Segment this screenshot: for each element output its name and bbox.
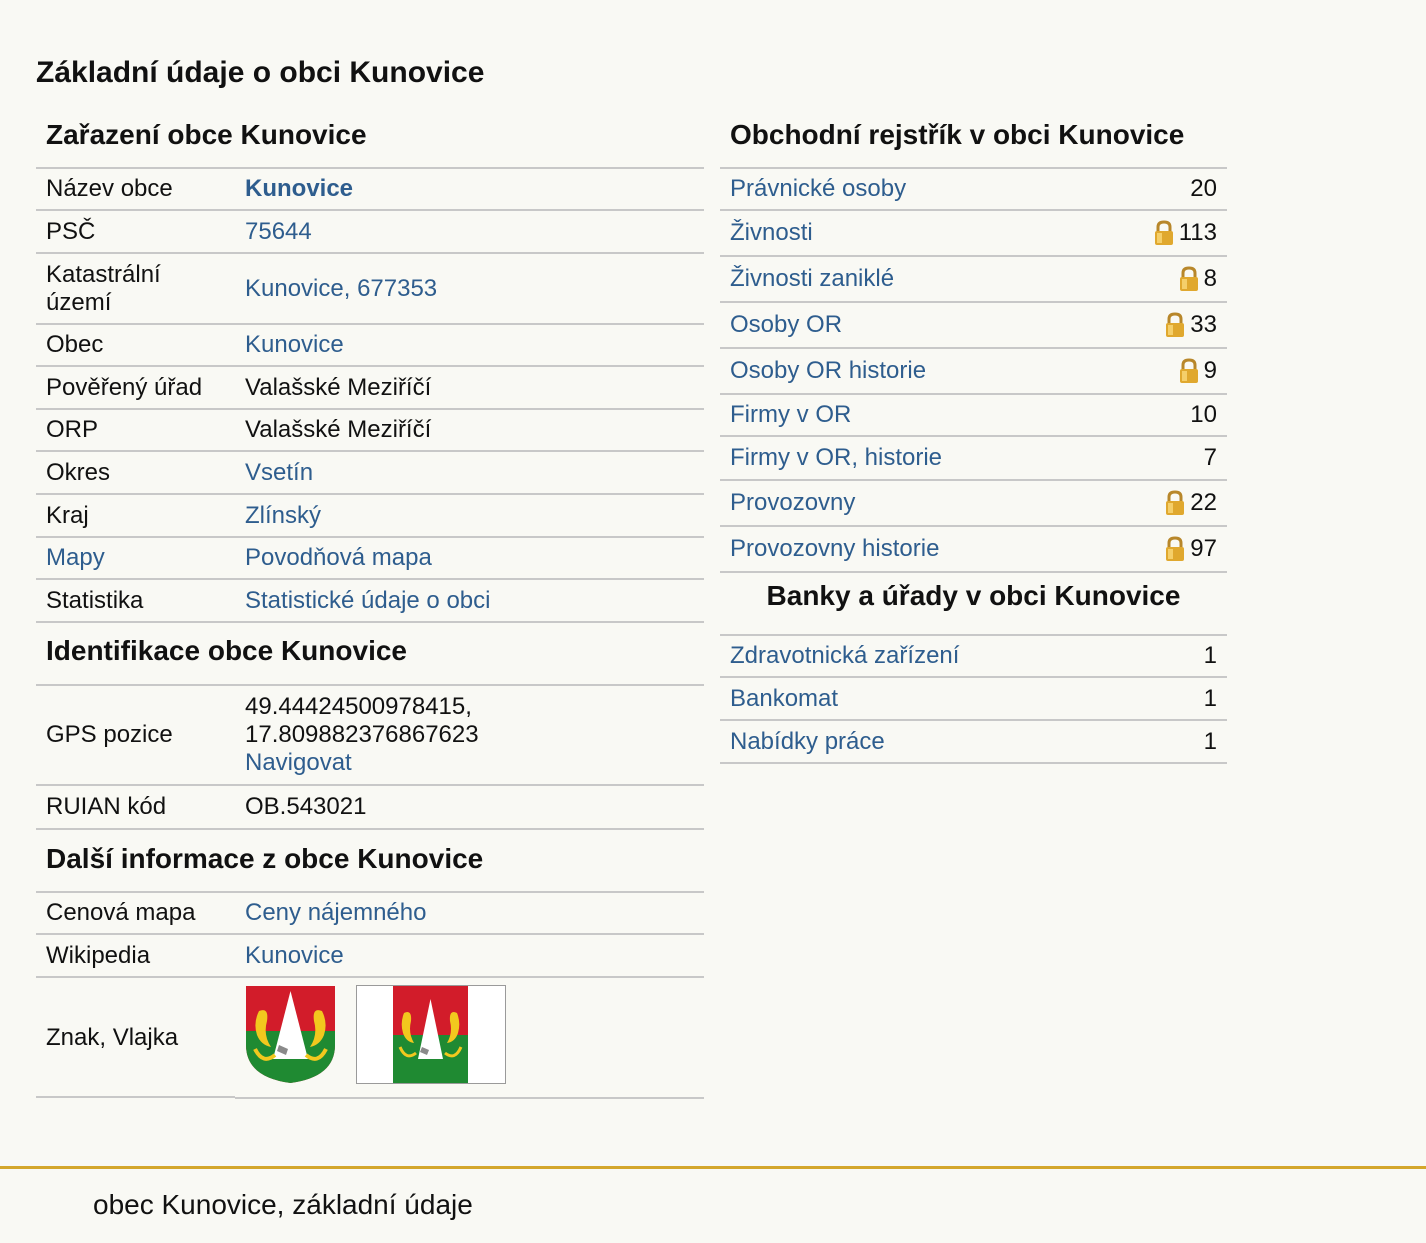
row-orp — [36, 410, 704, 452]
rejstrik-count-cell — [1190, 395, 1217, 435]
row-katastralni-uzemi — [36, 254, 704, 325]
footer-text: obec Kunovice, základní údaje — [93, 1189, 473, 1220]
povodnova-mapa-link[interactable]: Povodňová mapa — [245, 544, 432, 571]
gps-latitude: 49.44424500978415, — [245, 693, 472, 720]
nazev-obce-link[interactable]: Kunovice — [245, 175, 354, 202]
statistika-label: Statistika — [46, 586, 144, 614]
povereny-urad-value: Valašské Meziříčí — [245, 373, 432, 401]
navigovat-link[interactable]: Navigovat — [245, 749, 352, 776]
katastralni-uzemi-label-line2: území — [46, 288, 112, 316]
banky-row — [720, 636, 1227, 678]
rejstrik-link[interactable]: Živnosti — [730, 219, 813, 246]
lock-icon — [1164, 490, 1186, 516]
flag-image[interactable] — [356, 985, 506, 1084]
row-gps — [36, 686, 704, 786]
rejstrik-row — [720, 349, 1227, 395]
obec-label: Obec — [46, 331, 104, 358]
rejstrik-row — [720, 437, 1227, 481]
rejstrik-count-cell — [1153, 211, 1217, 255]
rejstrik-link[interactable]: Osoby OR — [730, 311, 843, 338]
rejstrik-row — [720, 257, 1227, 303]
banky-count: 1 — [1203, 642, 1217, 669]
rejstrik-count: 9 — [1203, 357, 1217, 384]
rejstrik-row — [720, 211, 1227, 257]
rejstrik-count-cell — [1164, 303, 1217, 347]
lock-icon — [1164, 536, 1186, 562]
lock-icon — [1164, 312, 1186, 338]
rejstrik-count: 33 — [1190, 311, 1217, 338]
rejstrik-count-cell — [1178, 257, 1217, 301]
katastralni-uzemi-label-line1: Katastrální — [46, 260, 161, 288]
rejstrik-row — [720, 395, 1227, 437]
rejstrik-row — [720, 481, 1227, 527]
katastralni-uzemi-link[interactable]: Kunovice, 677353 — [245, 274, 438, 302]
gps-label: GPS pozice — [46, 721, 173, 748]
cenova-mapa-label: Cenová mapa — [46, 899, 196, 926]
banky-link[interactable]: Nabídky práce — [730, 727, 885, 755]
rejstrik-count: 10 — [1190, 401, 1217, 428]
rejstrik-count-cell — [1164, 481, 1217, 525]
okres-label: Okres — [46, 458, 111, 486]
rejstrik-count: 97 — [1190, 535, 1217, 562]
banky-link[interactable]: Bankomat — [730, 684, 839, 712]
row-ruian — [36, 786, 704, 830]
psc-label: PSČ — [46, 217, 96, 245]
rejstrik-row — [720, 169, 1227, 211]
row-znak-vlajka — [36, 978, 704, 1098]
rejstrik-row — [720, 303, 1227, 349]
rejstrik-count: 20 — [1190, 175, 1217, 202]
znak-vlajka-label: Znak, Vlajka — [46, 1024, 179, 1051]
row-statistika — [36, 580, 704, 623]
ruian-value: OB.543021 — [245, 793, 367, 820]
identifikace-heading: Identifikace obce Kunovice — [36, 623, 704, 686]
footer — [0, 1166, 1426, 1243]
rejstrik-count: 22 — [1190, 489, 1217, 516]
psc-link[interactable]: 75644 — [245, 217, 312, 245]
orp-label: ORP — [46, 416, 99, 443]
wikipedia-label: Wikipedia — [46, 941, 151, 969]
left-column — [36, 112, 704, 1098]
rejstrik-count: 113 — [1178, 219, 1217, 246]
rejstrik-count: 8 — [1203, 265, 1217, 292]
lock-icon — [1178, 358, 1200, 384]
katastralni-uzemi-label — [46, 254, 161, 323]
rejstrik-link[interactable]: Živnosti zaniklé — [730, 265, 895, 292]
row-cenova-mapa — [36, 893, 704, 935]
gps-longitude: 17.809882376867623 — [245, 721, 479, 748]
povereny-urad-label: Pověřený úřad — [46, 373, 203, 401]
rejstrik-count-cell — [1164, 527, 1217, 571]
okres-link[interactable]: Vsetín — [245, 458, 314, 486]
mapy-link[interactable]: Mapy — [46, 544, 105, 571]
banky-row — [720, 678, 1227, 721]
rejstrik-link[interactable]: Firmy v OR, historie — [730, 444, 943, 471]
nazev-obce-label: Název obce — [46, 175, 173, 202]
row-kraj — [36, 495, 704, 538]
lock-icon — [1178, 266, 1200, 292]
rejstrik-count-cell — [1190, 169, 1217, 209]
rejstrik-count-cell — [1204, 437, 1217, 479]
page-title: Základní údaje o obci Kunovice — [36, 56, 485, 89]
divider — [36, 1096, 235, 1098]
dalsi-heading: Další informace z obce Kunovice — [36, 830, 704, 893]
banky-list — [720, 636, 1227, 764]
banky-count: 1 — [1203, 727, 1217, 755]
lock-icon — [1153, 220, 1175, 246]
row-povereny-urad — [36, 367, 704, 410]
ceny-najemneho-link[interactable]: Ceny nájemného — [245, 899, 427, 926]
banky-row — [720, 721, 1227, 764]
rejstrik-link[interactable]: Firmy v OR — [730, 401, 852, 428]
row-okres — [36, 452, 704, 495]
banky-heading: Banky a úřady v obci Kunovice — [720, 573, 1227, 636]
rejstrik-row — [720, 527, 1227, 573]
right-column — [720, 112, 1227, 764]
rejstrik-link[interactable]: Provozovny — [730, 489, 856, 516]
zarazeni-heading: Zařazení obce Kunovice — [36, 112, 704, 169]
row-mapy — [36, 538, 704, 580]
kraj-label: Kraj — [46, 501, 89, 529]
divider — [235, 1097, 704, 1099]
banky-count: 1 — [1203, 684, 1217, 712]
coat-of-arms-image[interactable] — [245, 985, 336, 1084]
row-nazev-obce — [36, 169, 704, 211]
rejstrik-heading: Obchodní rejstřík v obci Kunovice — [720, 112, 1227, 169]
row-obec — [36, 325, 704, 367]
banky-link[interactable]: Zdravotnická zařízení — [730, 642, 960, 669]
rejstrik-link[interactable]: Osoby OR historie — [730, 357, 927, 384]
rejstrik-count: 7 — [1203, 444, 1217, 471]
row-psc — [36, 211, 704, 254]
ruian-label: RUIAN kód — [46, 793, 167, 820]
orp-value: Valašské Meziříčí — [245, 416, 432, 443]
row-wikipedia — [36, 935, 704, 978]
obec-link[interactable]: Kunovice — [245, 331, 344, 358]
wikipedia-link[interactable]: Kunovice — [245, 941, 344, 969]
rejstrik-list — [720, 169, 1227, 573]
statistika-link[interactable]: Statistické údaje o obci — [245, 586, 491, 614]
rejstrik-count-cell — [1178, 349, 1217, 393]
kraj-link[interactable]: Zlínský — [245, 501, 322, 529]
rejstrik-link[interactable]: Právnické osoby — [730, 175, 907, 202]
gps-value — [245, 686, 479, 784]
rejstrik-link[interactable]: Provozovny historie — [730, 535, 940, 562]
